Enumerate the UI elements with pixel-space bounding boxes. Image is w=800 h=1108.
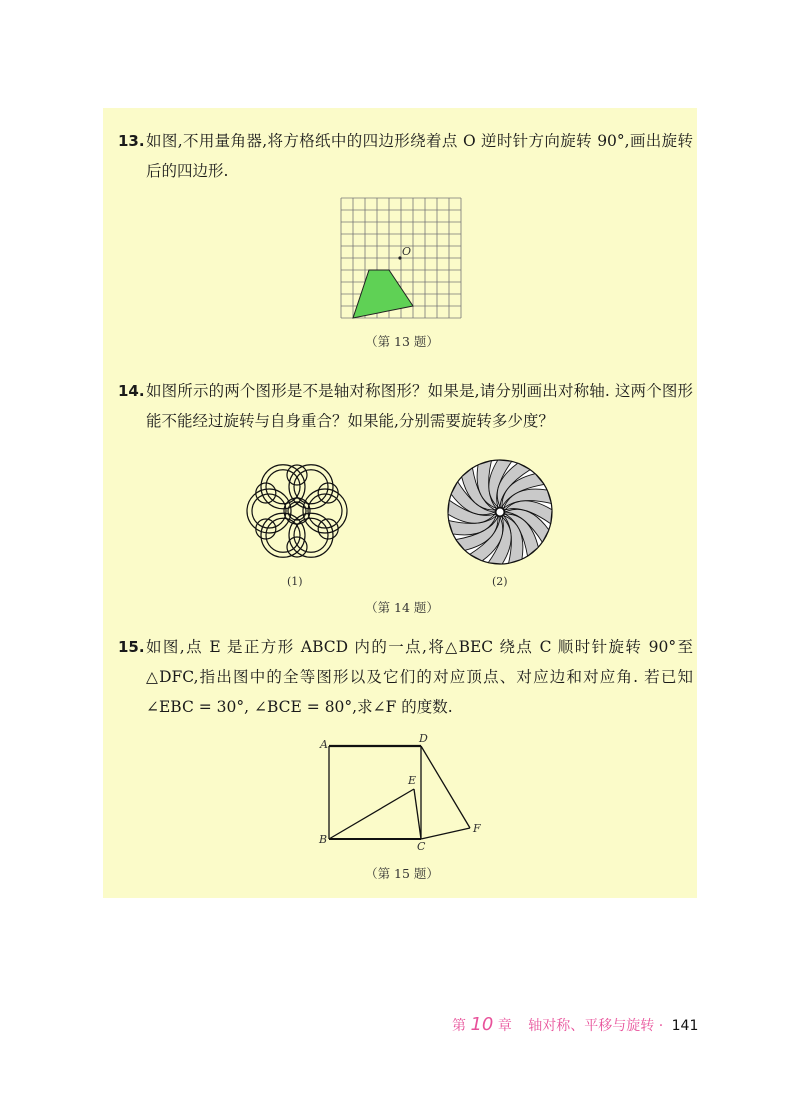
- problem-13: [118, 126, 693, 186]
- footer-separator: ·: [658, 1018, 664, 1034]
- problem-text: 如图所示的两个图形是不是轴对称图形？如果是,请分别画出对称轴. 这两个图形能不能经过旋转与自身重合？如果能,分别需要旋转多少度？: [146, 382, 693, 430]
- chapter-prefix: 第: [452, 1018, 466, 1034]
- sub-caption-2: (2): [492, 575, 508, 588]
- vertex-label-b: B: [319, 833, 328, 846]
- caption-15: （第 15 题）: [365, 866, 439, 881]
- chapter-suffix: 章: [497, 1018, 512, 1034]
- vertex-label-c: C: [417, 840, 426, 853]
- grid-figure: [341, 198, 461, 318]
- problem-text: 如图,点 E 是正方形 ABCD 内的一点,将△BEC 绕点 C 顺时针旋转 90°至△DFC,指出图中的全等图形以及它们的对应顶点、对应边和对应角. 若已知∠EBC = 30°, ∠BCE = 80°,求∠F 的度数.: [146, 638, 693, 716]
- chapter-number: 10: [470, 1014, 494, 1035]
- celtic-knot-figure: [242, 456, 352, 566]
- square-rotation-figure: [318, 732, 488, 853]
- problem-number: 14.: [118, 382, 145, 400]
- vertex-label-f: F: [473, 822, 481, 835]
- pinwheel-figure: [447, 459, 553, 565]
- vertex-label-a: A: [320, 738, 328, 751]
- caption-13: （第 13 题）: [365, 334, 439, 349]
- problem-14: [118, 376, 693, 436]
- quadrilateral: [353, 270, 413, 318]
- sub-caption-1: (1): [287, 575, 303, 588]
- page-footer: [452, 1014, 698, 1040]
- page-number: 141: [671, 1018, 699, 1034]
- problem-text: 如图,不用量角器,将方格纸中的四边形绕着点 O 逆时针方向旋转 90°,画出旋转后的四边形.: [146, 132, 693, 180]
- caption-14: （第 14 题）: [365, 600, 439, 615]
- vertex-label-e: E: [408, 774, 417, 787]
- vertex-label-d: D: [419, 732, 428, 745]
- problem-number: 13.: [118, 132, 145, 150]
- problem-number: 15.: [118, 638, 145, 656]
- chapter-title: 轴对称、平移与旋转: [528, 1018, 655, 1034]
- point-label-o: O: [402, 245, 412, 258]
- problem-15: [118, 632, 693, 722]
